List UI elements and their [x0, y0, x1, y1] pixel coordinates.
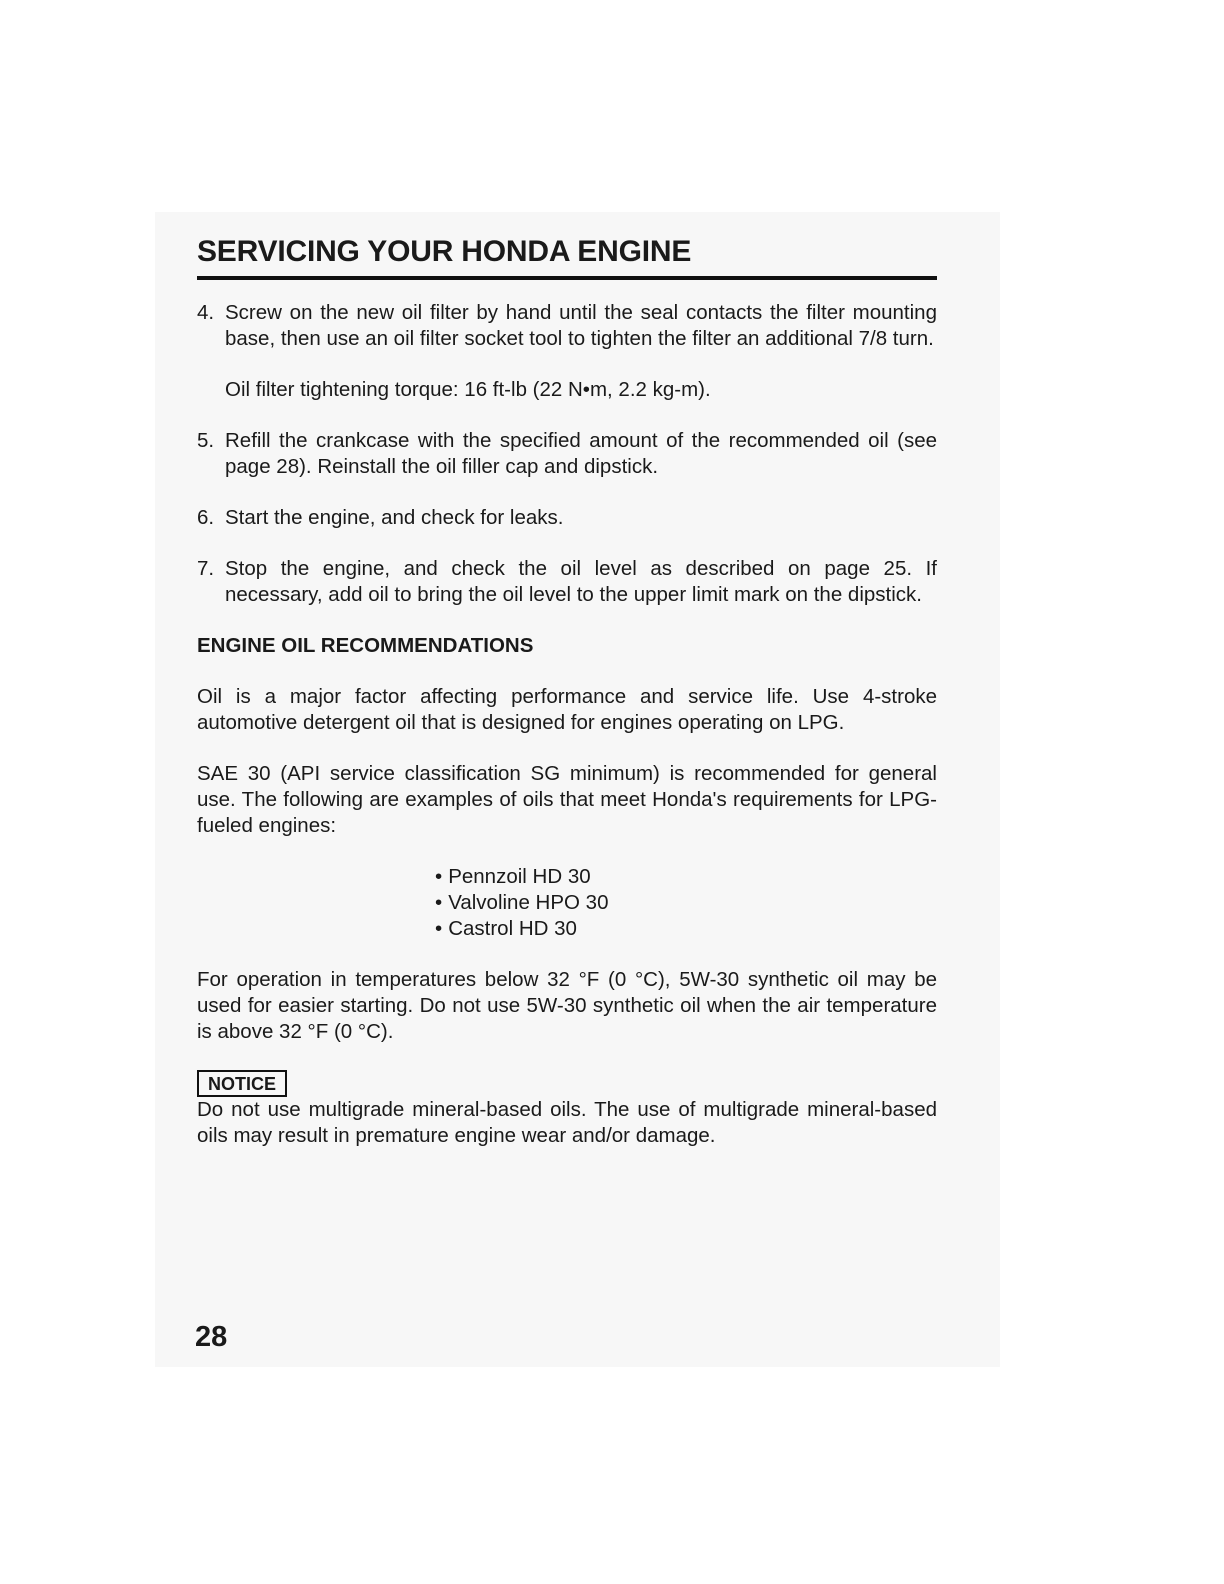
step-number: 7. [197, 557, 215, 580]
oil-recommendations-heading: ENGINE OIL RECOMMENDATIONS [197, 634, 534, 657]
step-text: Stop the engine, and check the oil level as described on page 25. If necessary, add oil to bring the oil level to the upper limit mark on the dipstick. [225, 557, 937, 606]
oil-intro-paragraph: Oil is a major factor affecting performance and service life. Use 4-stroke automotive detergent oil that is designed for engines operating on LPG. [197, 685, 937, 734]
step-5 [197, 428, 937, 480]
step-4 [197, 300, 937, 352]
section-title: SERVICING YOUR HONDA ENGINE [197, 232, 937, 280]
list-item: • Pennzoil HD 30 [435, 864, 937, 890]
page-number: 28 [195, 1321, 228, 1353]
step-text: Screw on the new oil filter by hand until the seal contacts the filter mounting base, then use an oil filter socket tool to tighten the filter an additional 7/8 turn. [225, 301, 937, 350]
step-text: Start the engine, and check for leaks. [225, 506, 564, 529]
notice-text: Do not use multigrade mineral-based oils. The use of multigrade mineral-based oils may result in premature engine wear and/or damage. [197, 1098, 937, 1147]
cold-weather-paragraph: For operation in temperatures below 32 °F (0 °C), 5W-30 synthetic oil may be used for easier starting. Do not use 5W-30 synthetic oil when the air temperature is above 32 °F (0 °C). [197, 968, 937, 1043]
step-6 [197, 505, 937, 531]
procedure-steps [197, 300, 937, 608]
manual-page-content [197, 232, 937, 1149]
list-item: • Valvoline HPO 30 [435, 890, 937, 916]
step-number: 4. [197, 301, 215, 324]
step-number: 6. [197, 506, 215, 529]
list-item: • Castrol HD 30 [435, 916, 937, 942]
step-text: Refill the crankcase with the specified amount of the recommended oil (see page 28). Reinstall the oil filler cap and dipstick. [225, 429, 937, 478]
step-7 [197, 556, 937, 608]
oil-brand-list [197, 864, 937, 942]
sae-paragraph: SAE 30 (API service classification SG minimum) is recommended for general use. The following are examples of oils that meet Honda's requirements for LPG-fueled engines: [197, 762, 937, 837]
torque-spec: Oil filter tightening torque: 16 ft-lb (22 N•m, 2.2 kg-m). [225, 378, 711, 401]
step-number: 5. [197, 429, 215, 452]
notice-label: NOTICE [197, 1070, 287, 1097]
